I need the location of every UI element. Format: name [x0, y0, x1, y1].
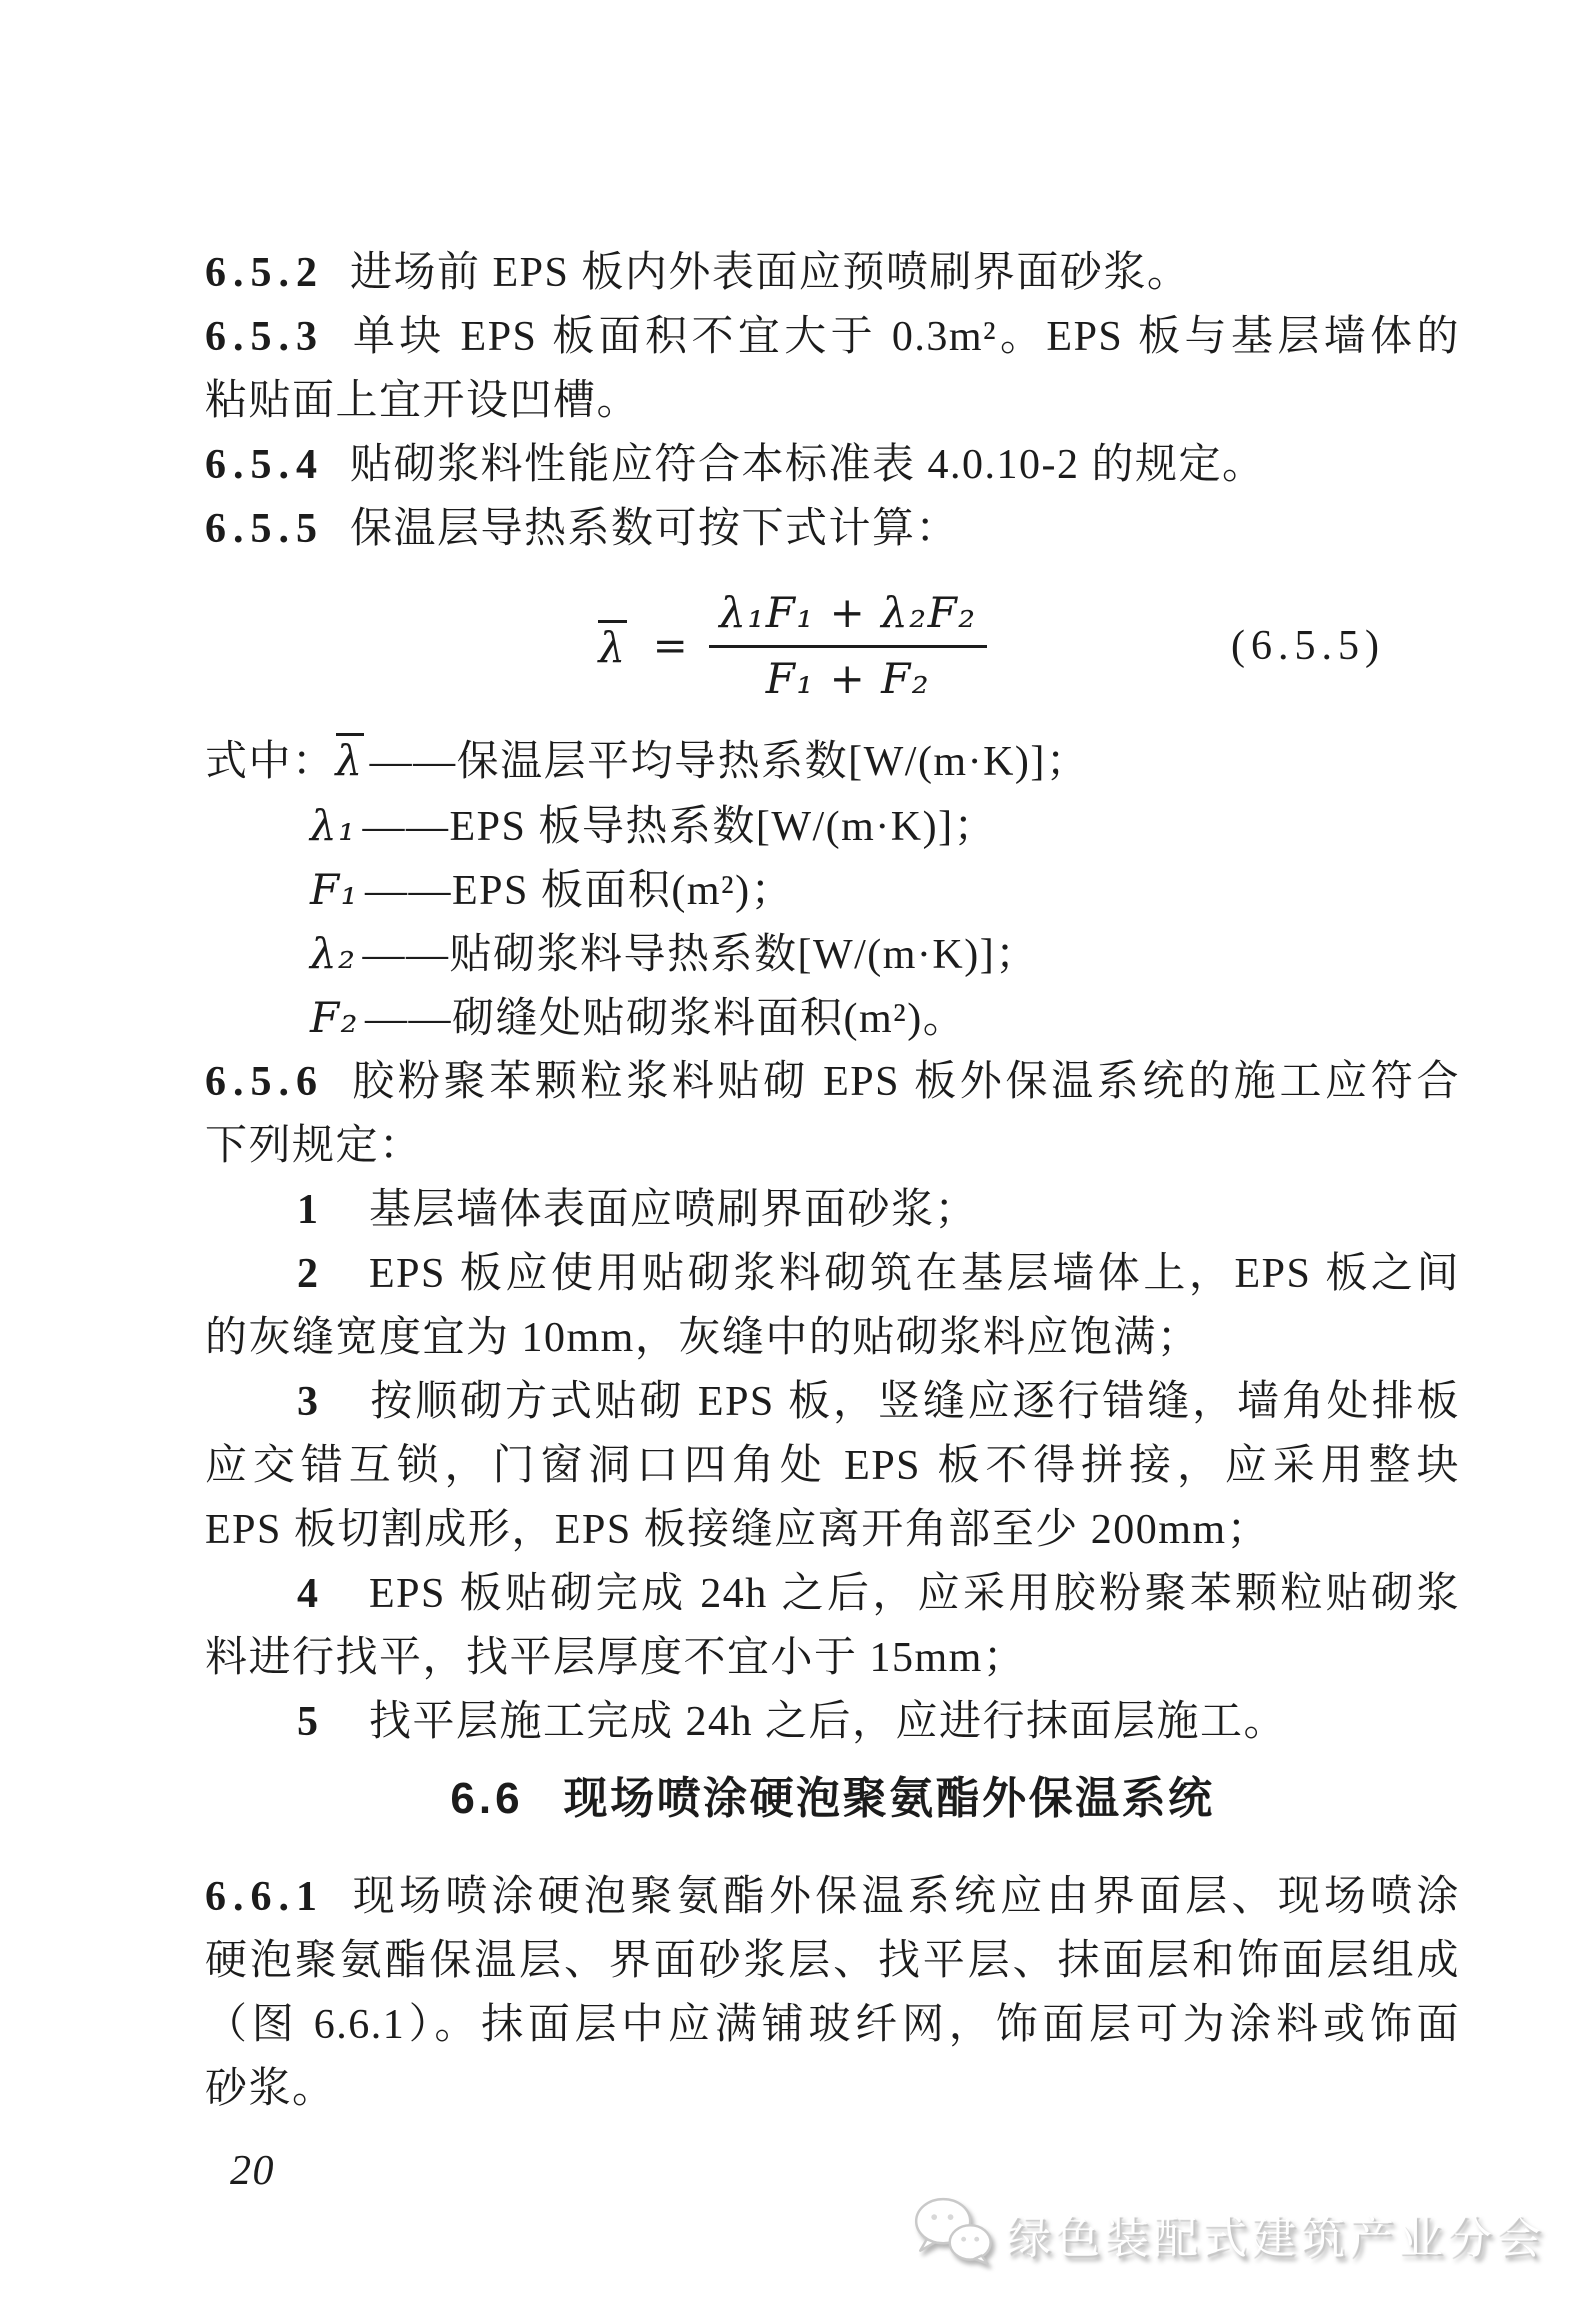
item-number: 3 — [297, 1379, 325, 1425]
where-line — [205, 794, 1460, 858]
text-line: 的灰缝宽度宜为 10mm，灰缝中的贴砌浆料应饱满； — [205, 1315, 1201, 1361]
section-heading-66 — [205, 1767, 1460, 1831]
text-line: 砂浆。 — [205, 2066, 336, 2112]
fraction-numerator: λ₁F₁ + λ₂F₂ — [709, 588, 986, 648]
document-body — [205, 241, 1460, 2203]
where-desc: ——EPS 板面积(m²)； — [364, 868, 795, 914]
clause-number: 6.5.2 — [205, 250, 324, 296]
clause-number: 6.5.6 — [205, 1059, 324, 1105]
wechat-icon — [912, 2195, 994, 2272]
where-desc: ——EPS 板导热系数[W/(m·K)]； — [362, 804, 998, 850]
clause-656 — [205, 1050, 1460, 1114]
clause-number: 6.5.3 — [205, 314, 324, 360]
text-line: 硬泡聚氨酯保温层、界面砂浆层、找平层、抹面层和饰面层组成 — [205, 1938, 1460, 1984]
item-text: 按顺砌方式贴砌 EPS 板，竖缝应逐行错缝，墙角处排板 — [369, 1379, 1460, 1425]
equation-655 — [205, 561, 1460, 730]
clause-text: 现场喷涂硬泡聚氨酯外保温系统应由界面层、现场喷涂 — [350, 1874, 1460, 1920]
clause-number: 6.5.5 — [205, 506, 324, 552]
equation-number: (6.5.5) — [1231, 622, 1385, 669]
text-line: （图 6.6.1）。抹面层中应满铺玻纤网，饰面层可为涂料或饰面 — [205, 2002, 1460, 2048]
fraction-denominator: F₁ + F₂ — [765, 654, 931, 703]
lambda-bar-symbol: λ — [598, 620, 626, 670]
clause-text: 保温层导热系数可按下式计算： — [350, 506, 960, 552]
clause-654 — [205, 433, 1460, 497]
item-text: 基层墙体表面应喷刷界面砂浆； — [369, 1187, 979, 1233]
text-line: 下列规定： — [205, 1123, 423, 1169]
clause-text: 胶粉聚苯颗粒浆料贴砌 EPS 板外保温系统的施工应符合 — [350, 1059, 1460, 1105]
clause-number: 6.6.1 — [205, 1874, 324, 1920]
text-line: EPS 板切割成形，EPS 板接缝应离开角部至少 200mm； — [205, 1507, 1271, 1553]
where-line — [205, 730, 1460, 794]
clause-text: 贴砌浆料性能应符合本标准表 4.0.10-2 的规定。 — [350, 442, 1266, 488]
clause-655 — [205, 497, 1460, 561]
section-title: 现场喷涂硬泡聚氨酯外保温系统 — [563, 1774, 1215, 1823]
f2-symbol: F₂ — [310, 993, 359, 1042]
f1-symbol: F₁ — [310, 865, 359, 914]
where-desc: ——贴砌浆料导热系数[W/(m·K)]； — [362, 932, 1039, 978]
clause-number: 6.5.4 — [205, 442, 324, 488]
item-number: 4 — [297, 1571, 325, 1617]
item-number: 1 — [297, 1187, 325, 1233]
text-line: 粘贴面上宜开设凹槽。 — [205, 378, 641, 424]
where-desc: ——保温层平均导热系数[W/(m·K)]； — [369, 739, 1090, 785]
item-4 — [205, 1562, 1460, 1626]
page-number: 20 — [230, 2148, 275, 2194]
clause-652 — [205, 241, 1460, 305]
lambda-bar-symbol: λ — [336, 733, 364, 783]
item-5 — [205, 1690, 1460, 1754]
item-2 — [205, 1242, 1460, 1306]
text-line: 应交错互锁，门窗洞口四角处 EPS 板不得拼接，应采用整块 — [205, 1443, 1460, 1489]
item-text: 找平层施工完成 24h 之后，应进行抹面层施工。 — [369, 1699, 1288, 1745]
item-number: 5 — [297, 1699, 325, 1745]
clause-653 — [205, 305, 1460, 369]
where-label: 式中： — [205, 739, 336, 785]
where-line — [205, 922, 1460, 986]
text-line: 料进行找平，找平层厚度不宜小于 15mm； — [205, 1635, 1027, 1681]
clause-text: 单块 EPS 板面积不宜大于 0.3m²。EPS 板与基层墙体的 — [350, 314, 1460, 360]
fraction — [709, 588, 986, 703]
equation-math — [598, 588, 986, 703]
section-number: 6.6 — [450, 1774, 524, 1823]
where-line — [205, 986, 1460, 1050]
item-text: EPS 板贴砌完成 24h 之后，应采用胶粉聚苯颗粒贴砌浆 — [369, 1571, 1460, 1617]
watermark — [912, 2195, 1545, 2272]
lambda2-symbol: λ₂ — [310, 929, 357, 978]
clause-text: 进场前 EPS 板内外表面应预喷刷界面砂浆。 — [350, 250, 1191, 296]
watermark-text: 绿色装配式建筑产业分会 — [1005, 2212, 1545, 2263]
equals-sign: = — [652, 621, 690, 670]
lambda1-symbol: λ₁ — [310, 801, 357, 850]
item-1 — [205, 1178, 1460, 1242]
where-desc: ——砌缝处贴砌浆料面积(m²)。 — [364, 996, 967, 1042]
item-number: 2 — [297, 1251, 325, 1297]
where-line — [205, 858, 1460, 922]
clause-661 — [205, 1865, 1460, 1929]
item-text: EPS 板应使用贴砌浆料砌筑在基层墙体上，EPS 板之间 — [369, 1251, 1460, 1297]
item-3 — [205, 1370, 1460, 1434]
